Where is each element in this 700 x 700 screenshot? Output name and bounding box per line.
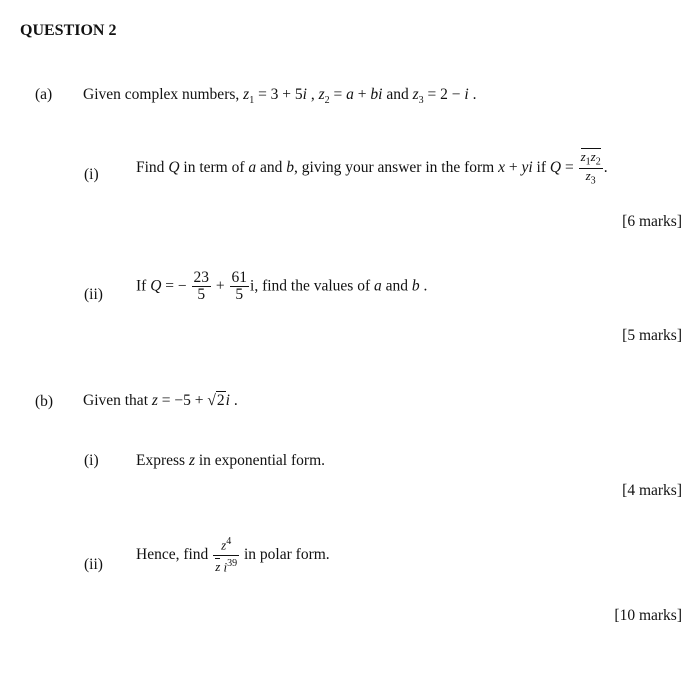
part-a-intro: Given complex numbers, $z_1 = 3 + 5i$ , $z_2 = a$ + bi and $z_3 = 2 - i$ . [83,86,477,107]
part-b-label: (b) [35,393,54,410]
question-title: QUESTION 2 [20,22,117,39]
part-b-intro: Given that z = −5 + √2i . [83,392,238,409]
fraction-q: $\frac{z_1z_2}{z_3}$ [580,149,601,187]
part-b-i-text: Express z in exponential form. [136,452,325,469]
part-a-i-text: Find Q in term of a and b, giving your answer in the form x + yi if Q = $\frac{z_1z_2}{z_3}$ . [136,149,608,187]
part-b-ii-text: Hence, find $\frac{z^4}{z i^{39}}$ in polar form. [136,536,330,575]
part-a-ii-label: (ii) [84,286,103,303]
marks-b-i: [4 marks] [622,482,682,499]
part-b-i-label: (i) [84,452,99,469]
part-a-label: (a) [35,86,53,103]
fraction-23-5: $\frac{23}{5}$ [193,269,210,304]
marks-a-i: [6 marks] [622,213,682,230]
marks-a-ii: [5 marks] [622,327,682,344]
marks-b-ii: [10 marks] [614,607,682,624]
part-b-ii-label: (ii) [84,556,103,573]
fraction-61-5: $\frac{61}{5}$ [231,269,248,304]
part-a-ii-text: If Q = − $\frac{23}{5}$ + $\frac{61}{5}$ i, find the values of a and b . [136,269,428,304]
fraction-z4: $\frac{z^4}{z i^{39}}$ [215,536,238,575]
part-a-i-label: (i) [84,166,99,183]
